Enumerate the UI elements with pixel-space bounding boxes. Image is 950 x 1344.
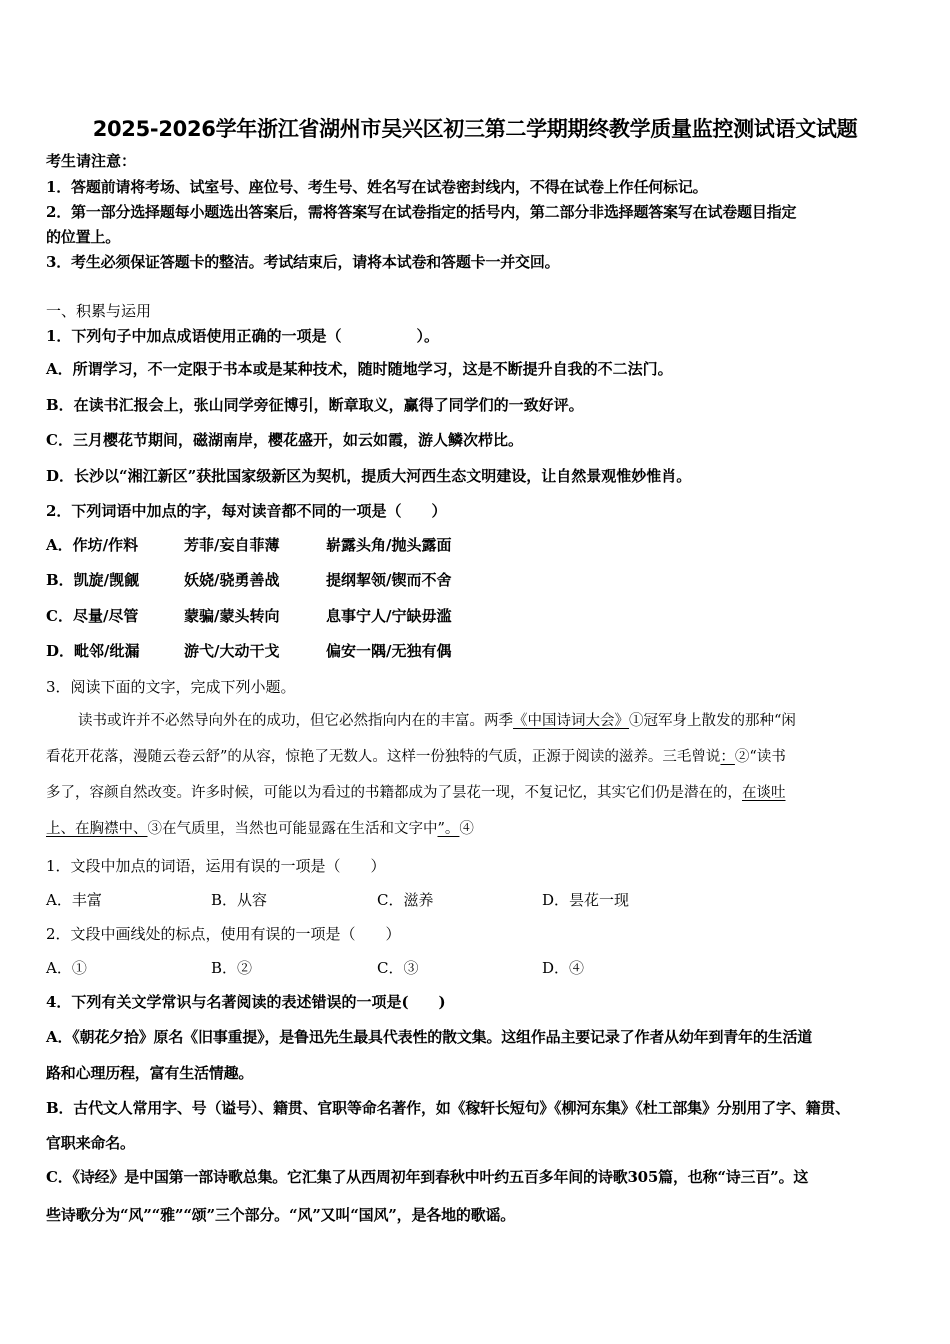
q3-sub2-stem: 2．文段中画线处的标点，使用有误的一项是（ ） — [46, 925, 401, 943]
q2-option-c-word2: 蒙骗/蒙头转向 — [184, 607, 280, 625]
notice-item: 3．考生必须保证答题卡的整洁。考试结束后，请将本试卷和答题卡一并交回。 — [46, 253, 560, 271]
q4-stem: 4．下列有关文学常识与名著阅读的表述错误的一项是( ) — [46, 993, 446, 1011]
q2-option-a-word3: 崭露头角/抛头露面 — [326, 536, 452, 554]
q4-option-a: A．《朝花夕拾》原名《旧事重提》，是鲁迅先生最具代表性的散文集。这组作品主要记录了作者从幼年到青年的生活道 — [46, 1028, 813, 1046]
q3-sub1-option-c: C．滋养 — [377, 891, 434, 909]
q2-option-b-word3: 提纲挈领/锲而不舍 — [326, 571, 452, 589]
q3-sub2-option-a: A．① — [46, 959, 87, 977]
q3-passage — [46, 703, 904, 847]
q4-option-a-cont: 路和心理历程，富有生活情趣。 — [46, 1064, 254, 1082]
q2-option-b-word2: 妖娆/骁勇善战 — [184, 571, 280, 589]
q2-option-c-word3: 息事宁人/宁缺毋滥 — [326, 607, 452, 625]
q2-option-b: B．凯旋/觊觎 — [46, 571, 140, 589]
notice-item: 2．第一部分选择题每小题选出答案后，需将答案写在试卷指定的括号内，第二部分非选择题答案写在试卷题目指定 — [46, 203, 797, 221]
q2-option-c: C．尽量/尽管 — [46, 607, 139, 625]
q3-sub1-option-a: A．丰富 — [46, 891, 102, 909]
passage-line: 多了，容颜自然改变。许多时候，可能以为看过的书籍都成为了昙花一现，不复记忆，其实它们仍是潜在的，在谈吐 — [46, 785, 786, 801]
q2-option-d-word3: 偏安一隅/无独有偶 — [326, 642, 452, 660]
q1-option-c: C．三月樱花节期间，磁湖南岸，樱花盛开，如云如霞，游人鳞次栉比。 — [46, 431, 523, 449]
passage-line: 上、在胸襟中、③在气质里，当然也可能显露在生活和文字中”。④ — [46, 821, 474, 837]
q4-option-c-cont: 些诗歌分为“风”“雅”“颂”三个部分。“风”又叫“国风”，是各地的歌谣。 — [46, 1206, 516, 1224]
q3-stem: 3．阅读下面的文字，完成下列小题。 — [46, 678, 296, 696]
q1-option-a: A．所谓学习，不一定限于书本或是某种技术，随时随地学习，这是不断提升自我的不二法门。 — [46, 360, 673, 378]
q2-option-a: A．作坊/作料 — [46, 536, 139, 554]
q2-stem: 2．下列词语中加点的字，每对读音都不同的一项是（ ） — [46, 502, 447, 520]
q3-sub2-option-c: C．③ — [377, 959, 419, 977]
notice-item: 的位置上。 — [46, 228, 121, 246]
q1-stem: 1．下列句子中加点成语使用正确的一项是（ ）。 — [46, 327, 439, 345]
passage-line: 看花开花落，漫随云卷云舒”的从容，惊艳了无数人。这样一份独特的气质，正源于阅读的滋养。三毛曾说：②“读书 — [46, 749, 786, 765]
q4-option-c: C．《诗经》是中国第一部诗歌总集。它汇集了从西周初年到春秋中叶约五百多年间的诗歌305篇，也称“诗三百”。这 — [46, 1168, 809, 1186]
q4-option-b: B．古代文人常用字、号（谥号）、籍贯、官职等命名著作，如《稼轩长短句》《柳河东集》《杜工部集》分别用了字、籍贯、 — [46, 1099, 850, 1117]
exam-title: 2025-2026学年浙江省湖州市吴兴区初三第二学期期终教学质量监控测试语文试题 — [92, 117, 858, 141]
notice-heading: 考生请注意： — [46, 152, 137, 170]
q2-option-d: D．毗邻/纰漏 — [46, 642, 140, 660]
q3-sub1-option-b: B．从容 — [211, 891, 268, 909]
section-heading: 一、积累与运用 — [46, 302, 152, 320]
q2-option-d-word2: 游弋/大动干戈 — [184, 642, 280, 660]
q1-option-d: D．长沙以“湘江新区”获批国家级新区为契机，提质大河西生态文明建设，让自然景观惟妙惟肖。 — [46, 467, 692, 485]
q3-sub2-option-b: B．② — [211, 959, 253, 977]
q3-sub1-stem: 1．文段中加点的词语，运用有误的一项是（ ） — [46, 857, 386, 875]
q2-option-a-word2: 芳菲/妄自菲薄 — [184, 536, 280, 554]
q4-option-b-cont: 官职来命名。 — [46, 1134, 135, 1152]
q3-sub1-option-d: D．昙花一现 — [542, 891, 630, 909]
q3-sub2-option-d: D．④ — [542, 959, 585, 977]
q1-option-b: B．在读书汇报会上，张山同学旁征博引，断章取义，赢得了同学们的一致好评。 — [46, 396, 584, 414]
passage-line: 读书或许并不必然导向外在的成功，但它必然指向内在的丰富。两季《中国诗词大会》①冠军身上散发的那种“闲 — [78, 713, 796, 729]
notice-item: 1．答题前请将考场、试室号、座位号、考生号、姓名写在试卷密封线内，不得在试卷上作任何标记。 — [46, 178, 708, 196]
